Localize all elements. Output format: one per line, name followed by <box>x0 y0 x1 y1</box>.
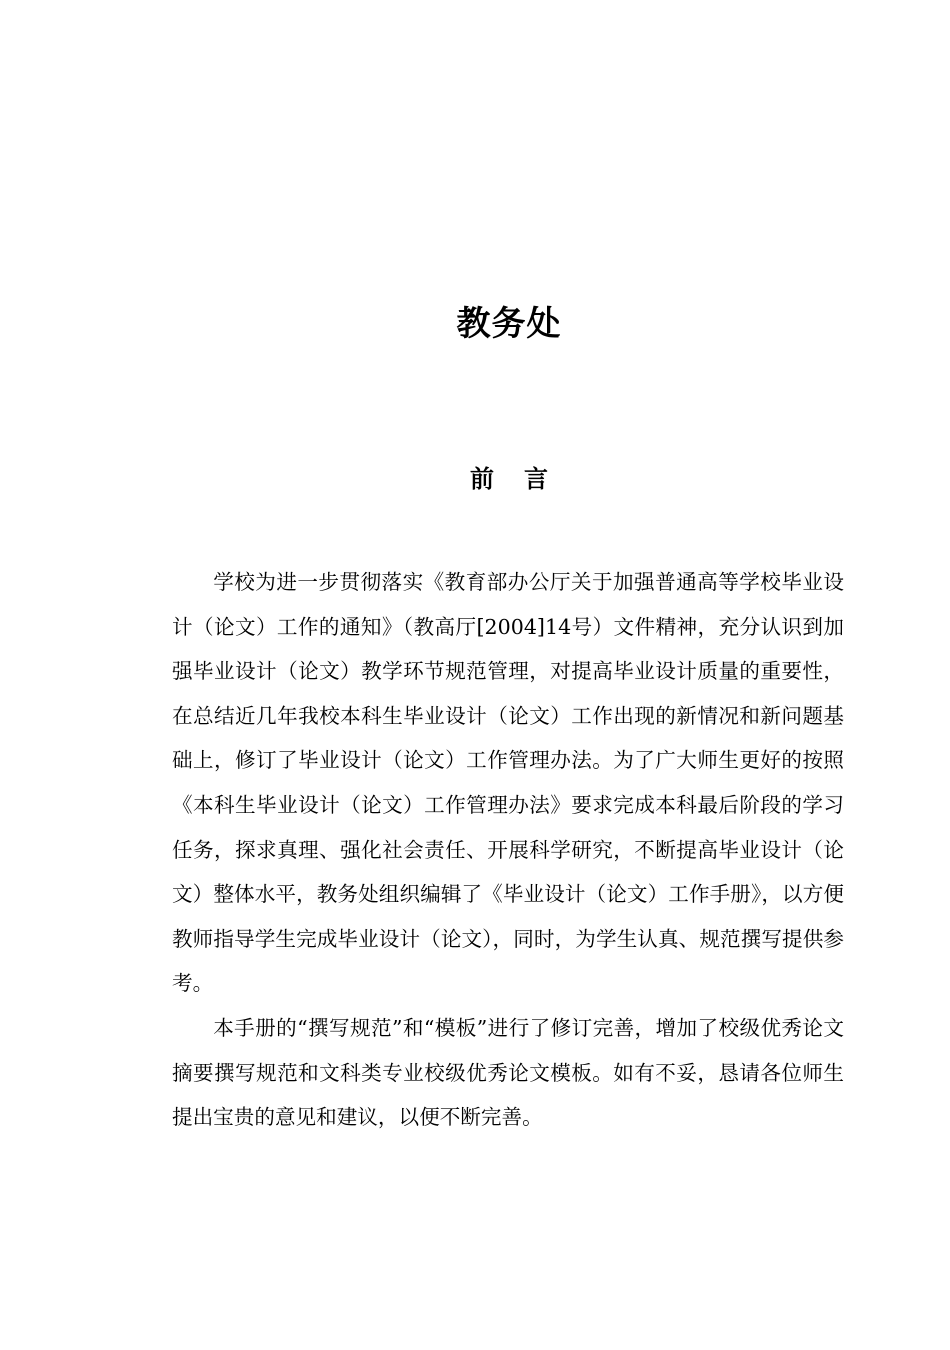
preface-heading-left: 前 <box>470 464 494 493</box>
org-title: 教务处 <box>456 304 562 344</box>
preface-heading <box>0 462 950 496</box>
preface-heading-right: 言 <box>524 464 548 493</box>
preface-body <box>172 560 844 1140</box>
preface-paragraph: 本手册的“撰写规范”和“模板”进行了修订完善，增加了校级优秀论文摘要撰写规范和文科类专业校级优秀论文模板。如有不妥，恳请各位师生提出宝贵的意见和建议，以便不断完善。 <box>172 1015 844 1130</box>
preface-paragraph: 学校为进一步贯彻落实《教育部办公厅关于加强普通高等学校毕业设计（论文）工作的通知》（教高厅[2004]14号）文件精神，充分认识到加强毕业设计（论文）教学环节规范管理，对提高毕业设计质量的重要性，在总结近几年我校本科生毕业设计（论文）工作出现的新情况和新问题基础上，修订了毕业设计（论文）工作管理办法。为了广大师生更好的按照《本科生毕业设计（论文）工作管理办法》要求完成本科最后阶段的学习任务，探求真理、强化社会责任、开展科学研究，不断提高毕业设计（论文）整体水平，教务处组织编辑了《毕业设计（论文）工作手册》，以方便教师指导学生完成毕业设计（论文），同时，为学生认真、规范撰写提供参考。 <box>172 570 844 996</box>
